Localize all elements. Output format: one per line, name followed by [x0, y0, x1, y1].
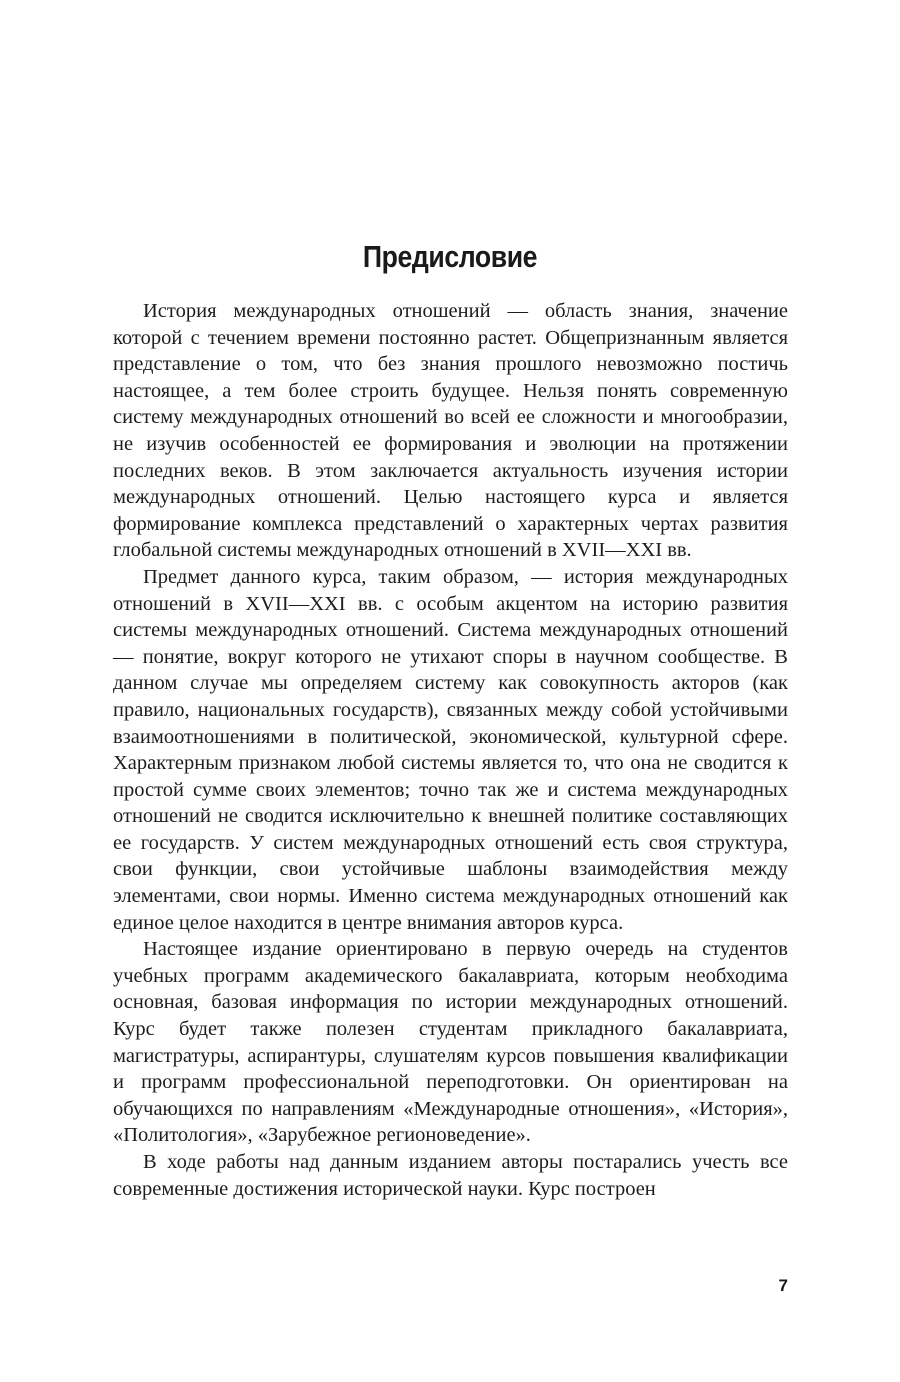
- paragraph: История международных отношений — область знания, значение которой с течением времени постоянно растет. Общепризнанным является представление о том, что без знания прошлого невозможно постичь настоящее, а тем более строить будущее. Нельзя понять современную систему международных отношений во всей ее сложности и многообразии, не изучив особенностей ее формирования и эволюции на протяжении последних веков. В этом заключается актуальность изучения истории международных отношений. Целью настоящего курса и является формирование комплекса представлений о характерных чертах развития глобальной системы международных отношений в XVII—XXI вв.: [113, 300, 788, 562]
- page-number: 7: [778, 1276, 788, 1295]
- paragraph: В ходе работы над данным изданием авторы постарались учесть все современные достижения исторической науки. Курс построен: [113, 1151, 788, 1200]
- body-text: [113, 298, 788, 1202]
- paragraph: Предмет данного курса, таким образом, — история международных отношений в XVII—XXI вв. с особым акцентом на историю развития системы международных отношений. Система международных отношений — понятие, вокруг которого не утихают споры в научном сообществе. В данном случае мы определяем систему как совокупность акторов (как правило, национальных государств), связанных между собой устойчивыми взаимоотношениями в политической, экономической, культурной сфере. Характерным признаком любой системы является то, что она не сводится к простой сумме своих элементов; точно так же и система международных отношений не сводится исключительно к внешней политике составляющих ее государств. У систем международных отношений есть своя структура, свои функции, свои устойчивые шаблоны взаимодействия между элементами, свои нормы. Именно система международных отношений как единое целое находится в центре внимания авторов курса.: [113, 565, 788, 934]
- paragraph: Настоящее издание ориентировано в первую очередь на студентов учебных программ академического бакалавриата, которым необходима основная, базовая информация по истории международных отношений. Курс будет также полезен студентам прикладного бакалавриата, магистратуры, аспирантуры, слушателям курсов повышения квалификации и программ профессиональной переподготовки. Он ориентирован на обучающихся по направлениям «Международные отношения», «История», «Политология», «Зарубежное регионоведение».: [113, 938, 788, 1147]
- page-title: Предисловие: [362, 238, 538, 274]
